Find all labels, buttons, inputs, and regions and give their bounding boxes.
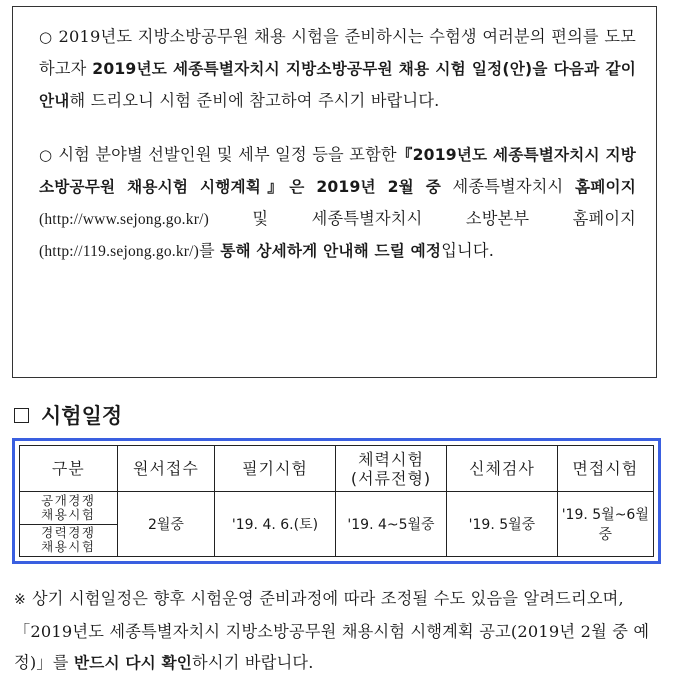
para1-text-b: 해 드리오니 시험 준비에 참고하여 주시기 바랍니다. [69, 91, 440, 110]
header-interview: 면접시험 [557, 446, 653, 492]
para2-text-c: 및 세종특별자치시 소방본부 홈페이지 [208, 209, 636, 228]
notice-box [12, 6, 657, 378]
table-header-row [20, 446, 654, 492]
cell-physical-exam: '19. 4~5월중 [335, 492, 447, 557]
schedule-table [19, 445, 654, 557]
footnote-bold: 반드시 다시 확인 [73, 654, 193, 672]
para2-text-d: 를 [199, 241, 221, 260]
notice-paragraph-2 [39, 139, 636, 267]
cell-written-exam: '19. 4. 6.(토) [215, 492, 335, 557]
header-written-exam: 필기시험 [215, 446, 335, 492]
row-label-open-competition: 공개경쟁 채용시험 [20, 492, 118, 524]
circle-bullet-icon: ○ [39, 28, 53, 46]
section-title: 시험일정 [41, 404, 123, 428]
para2-bold-home: 홈페이지 [574, 178, 636, 196]
header-physical-exam: 체력시험 (서류전형) [335, 446, 447, 492]
para2-bold-end: 통해 상세하게 안내해 드릴 예정 [220, 242, 442, 260]
section-heading [14, 400, 122, 430]
para2-text-b: 세종특별자치시 [441, 177, 575, 196]
para2-bold-plan: 『2019년도 세종특별자치시 지방소방공무원 채용시험 시행계획』은 2019년 2월 중 [39, 146, 636, 196]
circle-bullet-icon: ○ [39, 146, 53, 164]
para2-text-a: 시험 분야별 선발인원 및 세부 일정 등을 포함한 [58, 145, 397, 164]
para2-text-e: 입니다. [441, 241, 495, 260]
header-application: 원서접수 [117, 446, 215, 492]
fire-hq-homepage-url: (http://119.sejong.go.kr/) [39, 243, 200, 260]
schedule-table-frame [12, 438, 661, 564]
cell-medical-check: '19. 5월중 [447, 492, 557, 557]
table-row [20, 492, 654, 524]
cell-application: 2월중 [117, 492, 215, 557]
footnote-text-a: 상기 시험일정은 향후 시험운영 준비과정에 따라 조정될 수도 있음을 알려드리오며, 「2019년도 세종특별자치시 지방소방공무원 채용시험 시행계획 공고(2019년 2월 중 예정)」를 [14, 589, 650, 672]
reference-mark-icon: ※ [14, 592, 26, 608]
footnote [14, 583, 658, 679]
cell-interview: '19. 5월~6월중 [557, 492, 653, 557]
notice-paragraph-1 [39, 21, 636, 117]
header-category: 구분 [20, 446, 118, 492]
para1-text-a: 2019년도 지방소방공무원 채용 시험을 준비하시는 수험생 여러분의 편의를 도모하고자 [39, 27, 636, 78]
sejong-homepage-url: (http://www.sejong.go.kr/) [39, 211, 209, 228]
row-label-career-competition: 경력경쟁 채용시험 [20, 524, 118, 556]
footnote-text-b: 하시기 바랍니다. [192, 653, 314, 672]
para1-bold: 2019년도 세종특별자치시 지방소방공무원 채용 시험 일정(안)을 다음과 같이 안내 [39, 60, 636, 110]
checkbox-icon [14, 408, 29, 423]
header-medical-check: 신체검사 [447, 446, 557, 492]
